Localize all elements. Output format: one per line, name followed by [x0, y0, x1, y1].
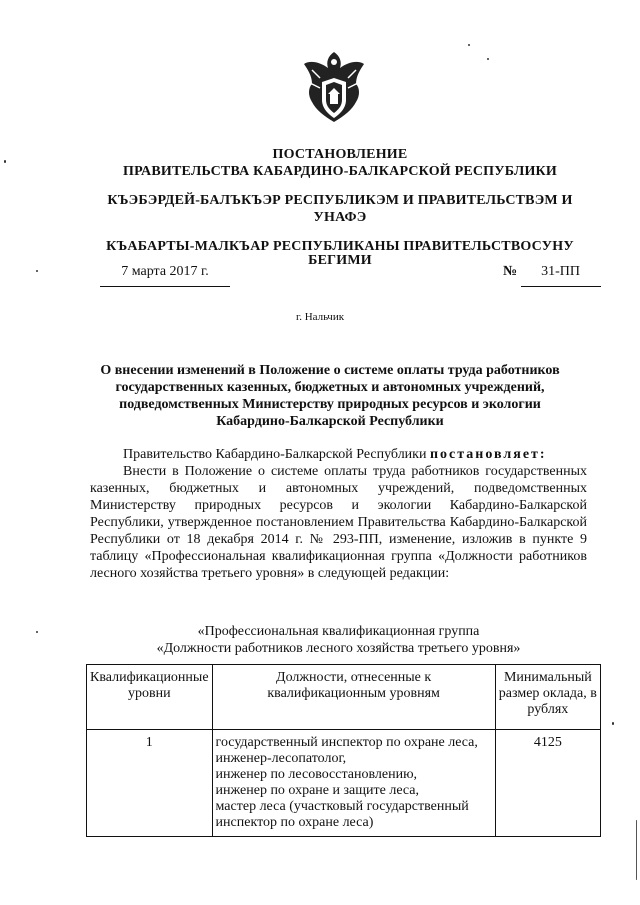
position-item: инженер по лесовосстановлению, — [215, 767, 418, 782]
scan-speck — [468, 44, 470, 46]
scan-edge — [636, 820, 637, 880]
row-salary: 4125 — [495, 730, 600, 837]
issuer-heading: ПРАВИТЕЛЬСТВА КАБАРДИНО-БАЛКАРСКОЙ РЕСПУБЛИКИ — [122, 164, 558, 179]
table-caption-line1: «Профессиональная квалификационная группа — [197, 624, 480, 639]
number-sign: № — [503, 264, 518, 279]
amendment-paragraph: Внести в Положение о системе оплаты труда работников государственных казенных, бюджетных и автономных учреждений, подведомственных Министерству природных ресурсов и экологии Кабардино-Балкарской Республики, утвержденное постановлением Правительства Кабардино-Балкарской Республики от 18 декабря 2014 г. № 293-ПП, изменение, изложив в пункте 9 таблицу «Профессиональная квалификационная группа «Должности работников лесного хозяйства третьего уровня» в следующей редакции: — [90, 464, 587, 581]
document-number — [503, 264, 601, 287]
coat-of-arms-emblem — [298, 48, 370, 126]
position-item: инженер по охране и защите леса, — [215, 783, 419, 798]
resolution-paragraph — [90, 446, 587, 463]
row-level: 1 — [87, 730, 213, 837]
scan-speck — [487, 58, 489, 60]
scan-speck — [4, 160, 6, 163]
qualification-table — [86, 664, 601, 837]
document-date: 7 марта 2017 г. — [100, 264, 230, 287]
kabardian-heading-line1: КЪЭБЭРДЕЙ-БАЛЪКЪЭР РЕСПУБЛИКЭМ И ПРАВИТЕЛЬСТВЭМ И — [107, 193, 573, 208]
scan-speck — [612, 722, 614, 725]
position-item: мастер леса (участковый государственный инспектор по охране леса) — [215, 799, 469, 830]
header-min-salary: Минимальный размер оклада, в рублях — [495, 665, 600, 730]
document-title: О внесении изменений в Положение о системе оплаты труда работников государственных казенных, бюджетных и автономных учреждений, подведомственных Министерству природных ресурсов и экологии Кабардино-Балкарской Республики — [100, 363, 560, 429]
city-name: г. Нальчик — [295, 311, 345, 323]
balkar-heading-line1: КЪАБАРТЫ-МАЛКЪАР РЕСПУБЛИКАНЫ ПРАВИТЕЛЬСТВОСУНУ — [106, 239, 574, 254]
kabardian-heading-line2: УНАФЭ — [313, 210, 367, 225]
position-item: государственный инспектор по охране леса, — [215, 735, 478, 750]
header-positions: Должности, отнесенные к квалификационным уровням — [212, 665, 495, 730]
resolution-verb: постановляет: — [429, 447, 547, 462]
table-row — [87, 730, 601, 837]
scan-speck — [36, 631, 38, 633]
table-caption-line2: «Должности работников лесного хозяйства третьего уровня» — [156, 641, 521, 656]
header-qualification-levels: Квалификационные уровни — [87, 665, 213, 730]
position-item: инженер-лесопатолог, — [215, 751, 347, 766]
doc-type-heading: ПОСТАНОВЛЕНИЕ — [272, 147, 408, 162]
table-header-row — [87, 665, 601, 730]
number-value: 31-ПП — [521, 264, 601, 287]
scan-speck — [36, 270, 38, 272]
row-positions — [212, 730, 495, 837]
balkar-heading-line2: БЕГИМИ — [308, 253, 372, 268]
resolution-text: Правительство Кабардино-Балкарской Республики — [123, 447, 430, 462]
